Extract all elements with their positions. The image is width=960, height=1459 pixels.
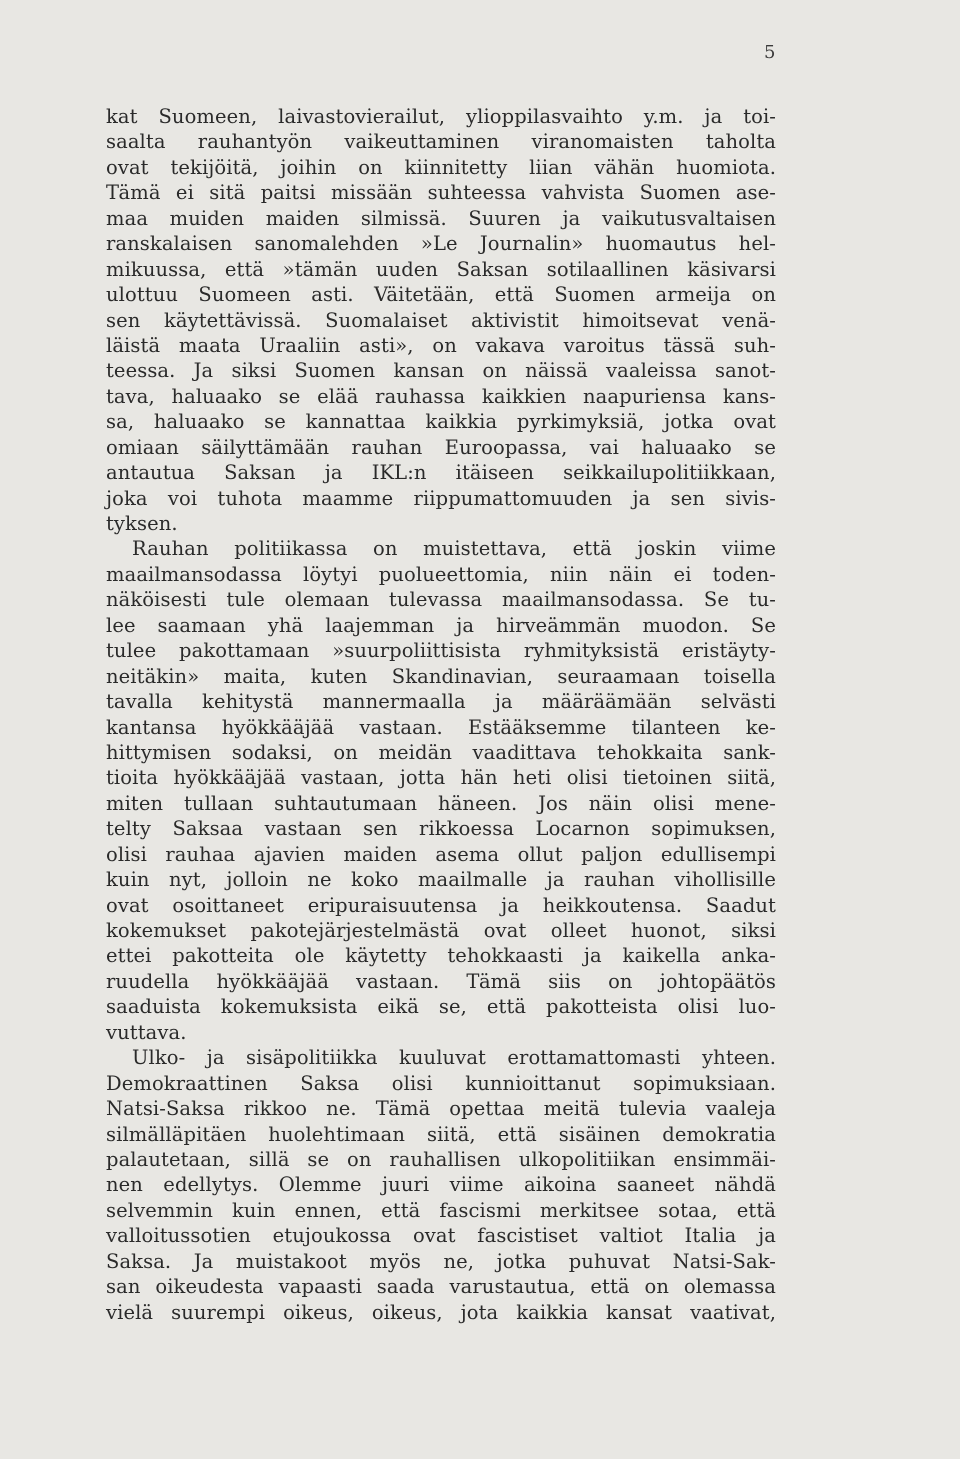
text-line: lee saamaan yhä laajemman ja hirveämmän muodon. Se [106,613,776,637]
text-line: selvemmin kuin ennen, että fascismi merkitsee sotaa, että [106,1198,776,1222]
text-line: Saksa. Ja muistakoot myös ne, jotka puhuvat Natsi-Sak- [106,1249,776,1273]
text-line: valloitussotien etujoukossa ovat fascistiset valtiot Italia ja [106,1224,776,1248]
text-line: ranskalaisen sanomalehden »Le Journalin» huomautus hel- [106,232,776,256]
text-line: nen edellytys. Olemme juuri viime aikoina saaneet nähdä [106,1173,776,1197]
text-line: ruudella hyökkääjää vastaan. Tämä siis on johtopäätös [106,969,776,993]
text-line: tyksen. [106,512,178,535]
text-line: ettei pakotteita ole käytetty tehokkaasti ja kaikella anka- [106,944,776,968]
text-line: antautua Saksan ja IKL:n itäiseen seikkailupolitiikkaan, [106,461,776,485]
text-line: maailmansodassa löytyi puolueettomia, niin näin ei toden- [106,562,776,586]
text-line: kuin nyt, jolloin ne koko maailmalle ja rauhan vihollisille [106,868,776,892]
text-line: san oikeudesta vapaasti saada varustautua, että on olemassa [106,1275,776,1299]
text-line: saalta rauhantyön vaikeuttaminen viranomaisten taholta [106,130,776,154]
text-line: näköisesti tule olemaan tulevassa maailmansodassa. Se tu- [106,588,776,612]
text-line: saaduista kokemuksista eikä se, että pakotteista olisi luo- [106,995,776,1019]
text-line: Demokraattinen Saksa olisi kunnioittanut sopimuksiaan. [106,1071,776,1095]
text-line: tavalla kehitystä mannermaalla ja määräämään selvästi [106,690,776,714]
text-line: hittymisen sodaksi, on meidän vaadittava tehokkaita sank- [106,740,776,764]
text-line: tava, haluaako se elää rauhassa kaikkien naapuriensa kans- [106,384,776,408]
text-line: Natsi-Saksa rikkoo ne. Tämä opettaa meitä tulevia vaaleja [106,1097,776,1121]
text-line: telty Saksaa vastaan sen rikkoessa Locarnon sopimuksen, [106,817,776,841]
text-line: kat Suomeen, laivastovierailut, ylioppilasvaihto y.m. ja toi- [106,105,776,128]
text-line: joka voi tuhota maamme riippumattomuuden ja sen sivis- [106,486,776,510]
text-line: miten tullaan suhtautumaan häneen. Jos näin olisi mene- [106,791,776,815]
text-line: ovat tekijöitä, joihin on kiinnitetty liian vähän huomiota. [106,155,776,179]
text-line: sen käytettävissä. Suomalaiset aktivistit himoitsevat venä- [106,308,776,332]
text-line: ovat osoittaneet eripuraisuutensa ja heikkoutensa. Saadut [106,893,776,917]
text-line: mikuussa, että »tämän uuden Saksan sotilaallinen käsivarsi [106,257,776,281]
text-line: kantansa hyökkääjää vastaan. Estääksemme tilanteen ke- [106,715,776,739]
text-line: teessa. Ja siksi Suomen kansan on näissä vaaleissa sanot- [106,359,776,383]
text-line: tioita hyökkääjää vastaan, jotta hän heti olisi tietoinen siitä, [106,766,776,790]
text-line: Rauhan politiikassa on muistettava, että joskin viime [132,537,776,561]
text-line: silmälläpitäen huolehtimaan siitä, että sisäinen demokratia [106,1122,776,1146]
text-line: tulee pakottamaan »suurpoliittisista ryhmityksistä eristäyty- [106,639,776,663]
text-line: omiaan säilyttämään rauhan Euroopassa, vai haluaako se [106,435,776,459]
text-line: vielä suurempi oikeus, oikeus, jota kaikkia kansat vaativat, [106,1300,776,1324]
text-line: sa, haluaako se kannattaa kaikkia pyrkimyksiä, jotka ovat [106,410,776,434]
text-line: Ulko- ja sisäpolitiikka kuuluvat erottamattomasti yhteen. [132,1046,776,1070]
text-line: ulottuu Suomeen asti. Väitetään, että Suomen armeija on [106,283,776,307]
page-number: 5 [764,42,776,63]
text-line: maa muiden maiden silmissä. Suuren ja vaikutusvaltaisen [106,206,776,230]
text-line: palautetaan, sillä se on rauhallisen ulkopolitiikan ensimmäi- [106,1147,776,1171]
text-line: kokemukset pakotejärjestelmästä ovat olleet huonot, siksi [106,919,776,942]
text-line: Tämä ei sitä paitsi missään suhteessa vahvista Suomen ase- [106,181,776,205]
body-text [106,104,776,1325]
text-line: neitäkin» maita, kuten Skandinavian, seuraamaan toisella [106,664,776,688]
text-line: läistä maata Uraaliin asti», on vakava varoitus tässä suh- [106,333,776,357]
text-line: vuttava. [106,1020,187,1044]
text-line: olisi rauhaa ajavien maiden asema ollut paljon edullisempi [106,842,776,866]
